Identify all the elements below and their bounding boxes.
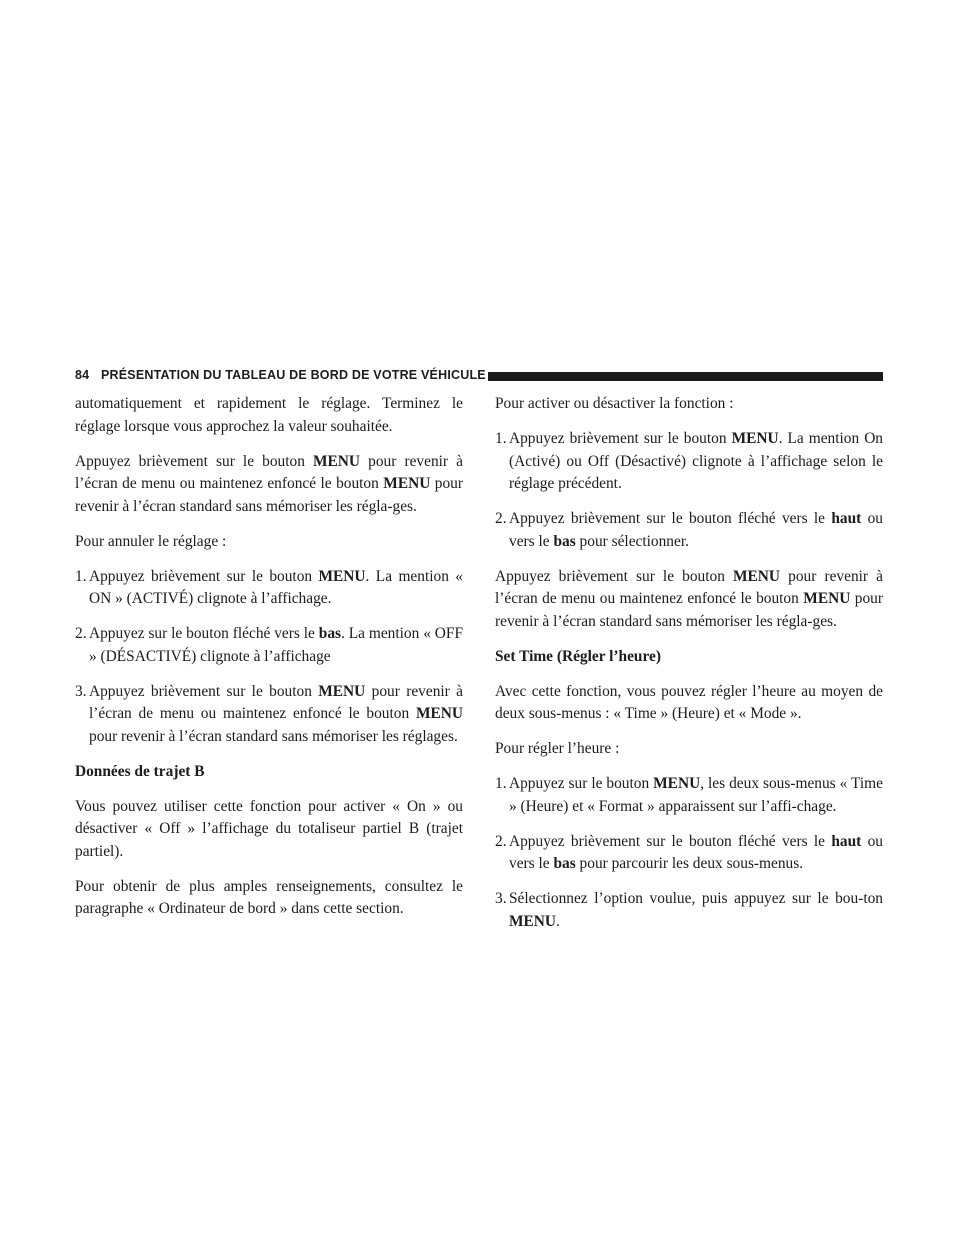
paragraph: Avec cette fonction, vous pouvez régler l’heure au moyen de deux sous-menus : « Time » (Heure) et « Mode ». xyxy=(495,682,883,722)
menu-keyword: MENU xyxy=(803,590,851,607)
list-item xyxy=(495,888,883,933)
text: Appuyez brièvement sur le bouton xyxy=(89,682,319,700)
text: pour revenir à l’écran de menu ou maintenez enfoncé le bouton xyxy=(495,567,883,607)
text: Appuyez brièvement sur le bouton xyxy=(495,567,734,585)
text: pour revenir à l’écran standard sans mémoriser les réglages. xyxy=(89,727,458,745)
menu-keyword: MENU xyxy=(313,452,361,470)
text: pour revenir à l’écran de menu ou maintenez enfoncé le bouton xyxy=(89,682,463,722)
menu-keyword: MENU xyxy=(733,567,781,585)
paragraph: Vous pouvez utiliser cette fonction pour activer « On » ou désactiver « Off » l’affichage du totaliseur partiel B (trajet partiel). xyxy=(75,797,463,860)
list-item xyxy=(75,566,463,611)
text: Appuyez brièvement sur le bouton fléché vers le xyxy=(509,510,832,527)
paragraph: Pour activer ou désactiver la fonction : xyxy=(495,395,734,412)
text: Sélectionnez l’option voulue, puis appuyez sur le bou-ton xyxy=(509,890,883,907)
text: . La mention « OFF » (DÉSACTIVÉ) clignote à l’affichage xyxy=(89,625,464,665)
list-number: 2. xyxy=(75,625,87,642)
text: . xyxy=(556,912,560,930)
menu-keyword: MENU xyxy=(383,475,431,492)
list-item xyxy=(495,773,883,818)
text: ou vers le xyxy=(509,510,883,550)
text: Appuyez sur le bouton xyxy=(509,775,654,792)
paragraph: Pour obtenir de plus amples renseignements, consultez le paragraphe « Ordinateur de bord » dans cette section. xyxy=(75,877,463,917)
text: . La mention On (Activé) ou Off (Désactivé) clignote à l’affichage selon le réglage précédent. xyxy=(509,430,884,492)
header-rule-bar xyxy=(488,372,883,381)
paragraph: Pour régler l’heure : xyxy=(495,740,620,757)
bas-keyword: bas xyxy=(553,855,576,872)
text: ou vers le xyxy=(509,832,883,872)
list-item xyxy=(75,623,463,668)
haut-keyword: haut xyxy=(831,832,862,850)
list-number: 2. xyxy=(495,510,507,527)
text: Appuyez brièvement sur le bouton xyxy=(75,452,314,470)
menu-keyword: MENU xyxy=(415,705,463,722)
paragraph xyxy=(75,451,463,519)
text: Appuyez sur le bouton fléché vers le xyxy=(89,625,319,642)
haut-keyword: haut xyxy=(831,510,862,527)
bas-keyword: bas xyxy=(318,625,342,642)
paragraph xyxy=(495,566,883,634)
text: Appuyez brièvement sur le bouton fléché vers le xyxy=(509,832,832,850)
text: pour revenir à l’écran standard sans mémoriser les régla-ges. xyxy=(75,475,463,515)
right-column xyxy=(495,393,883,946)
text: pour parcourir les deux sous-menus. xyxy=(575,855,804,872)
text: pour sélectionner. xyxy=(575,532,689,550)
list-item xyxy=(75,681,463,749)
section-title: PRÉSENTATION DU TABLEAU DE BORD DE VOTRE VÉHICULE xyxy=(101,368,486,382)
paragraph: automatiquement et rapidement le réglage. Terminez le réglage lorsque vous approchez la valeur souhaitée. xyxy=(75,395,463,435)
left-column xyxy=(75,393,463,933)
menu-keyword: MENU xyxy=(653,775,701,792)
list-number: 1. xyxy=(495,775,507,792)
list-item xyxy=(495,428,883,496)
text: pour revenir à l’écran de menu ou maintenez enfoncé le bouton xyxy=(75,452,463,492)
list-item xyxy=(495,508,883,553)
list-number: 3. xyxy=(75,682,87,700)
list-item xyxy=(495,831,883,876)
subsection-heading: Données de trajet B xyxy=(75,762,205,780)
subsection-heading: Set Time (Régler l’heure) xyxy=(495,647,661,665)
list-number: 1. xyxy=(495,430,507,447)
list-number: 1. xyxy=(75,567,87,585)
paragraph: Pour annuler le réglage : xyxy=(75,532,227,550)
list-number: 3. xyxy=(495,890,507,907)
text: Appuyez brièvement sur le bouton xyxy=(509,430,732,447)
text: Appuyez brièvement sur le bouton xyxy=(89,567,319,585)
page-header xyxy=(75,367,883,387)
text: pour revenir à l’écran standard sans mémoriser les régla-ges. xyxy=(495,590,883,630)
text: , les deux sous-menus « Time » (Heure) et « Format » apparaissent sur l’affi-chage. xyxy=(509,775,883,815)
bas-keyword: bas xyxy=(553,532,576,550)
list-number: 2. xyxy=(495,832,507,850)
menu-keyword: MENU xyxy=(509,912,557,930)
menu-keyword: MENU xyxy=(318,567,366,585)
page-number: 84 xyxy=(75,368,90,382)
text: . La mention « ON » (ACTIVÉ) clignote à l’affichage. xyxy=(89,567,463,607)
menu-keyword: MENU xyxy=(318,682,366,700)
menu-keyword: MENU xyxy=(731,430,779,447)
